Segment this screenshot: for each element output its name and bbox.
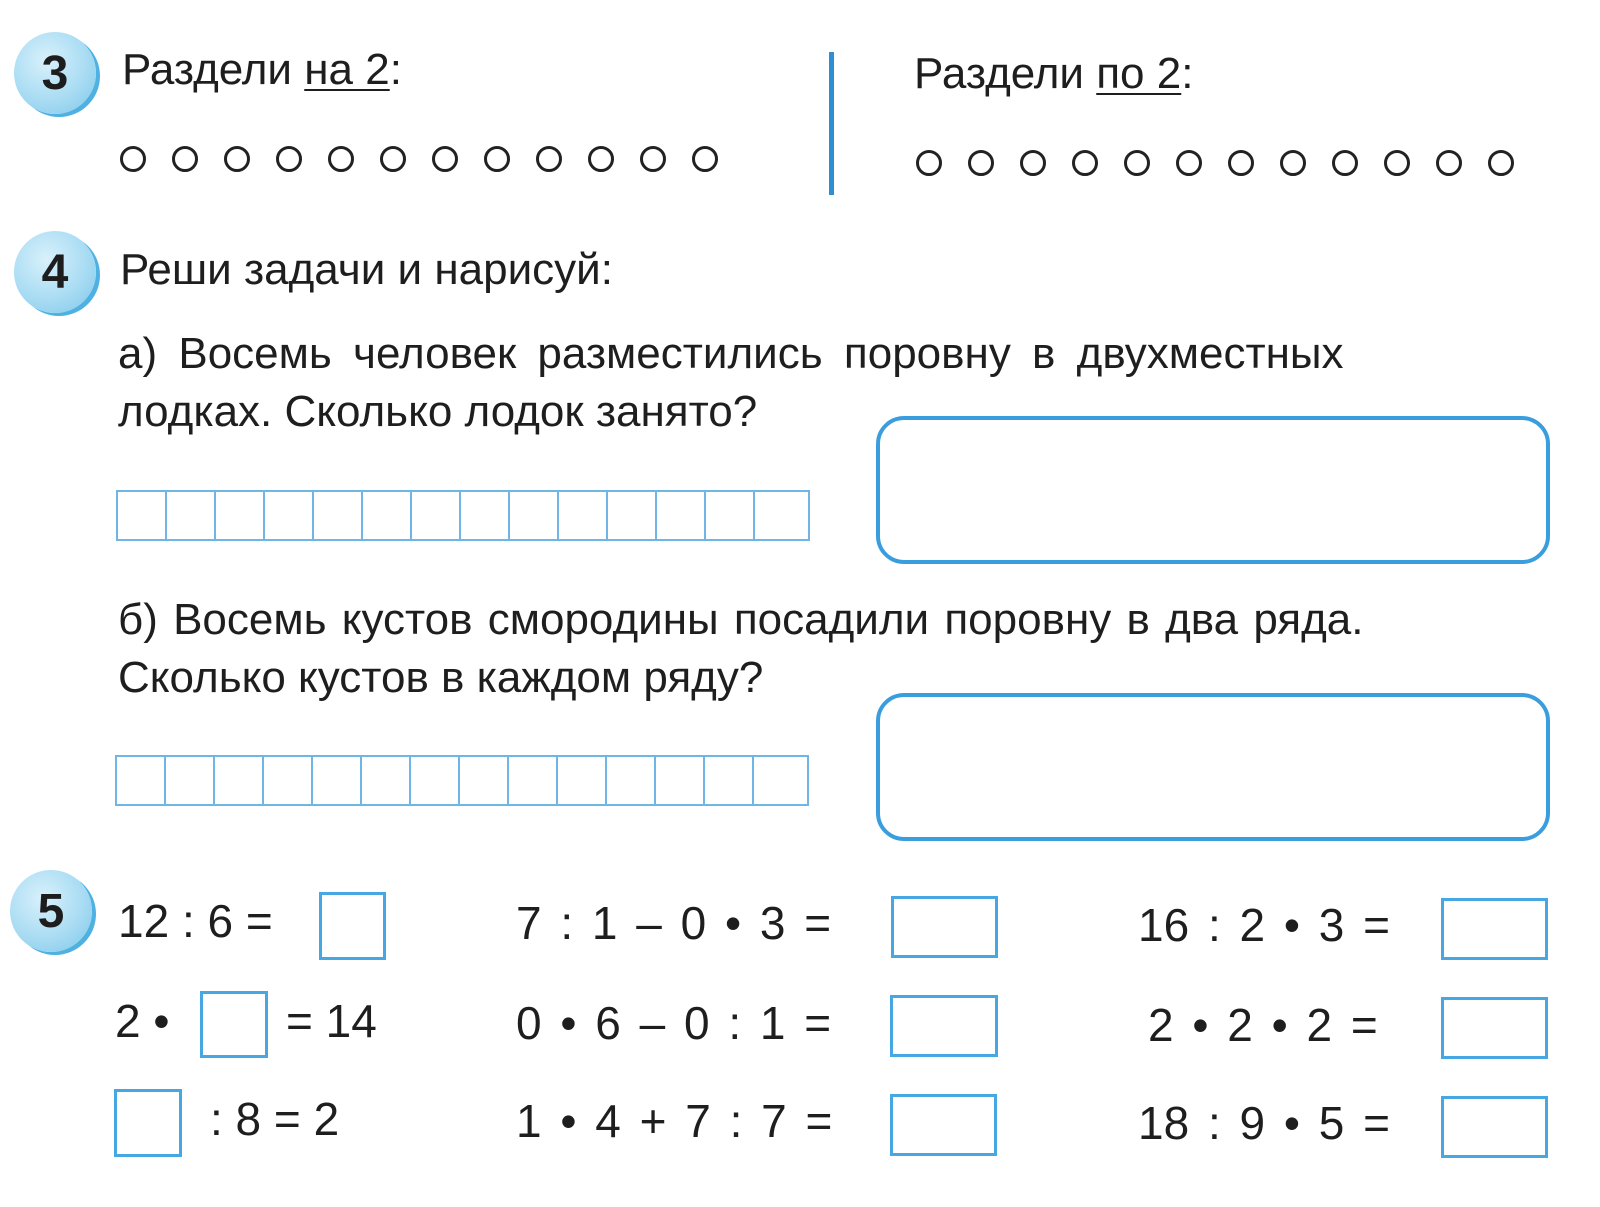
ex5-col2-row3-answer-box[interactable] — [890, 1094, 997, 1156]
division-circle — [968, 150, 994, 176]
ex3-left-instruction: Раздели на 2: — [122, 45, 402, 94]
ex4-task-b-line1: б) Восемь кустов смородины посадили поровну в два ряда. — [118, 595, 1364, 644]
division-circle — [1124, 150, 1150, 176]
ex4-task-a-line2: лодках. Сколько лодок занято? — [118, 387, 758, 436]
answer-cell[interactable] — [656, 757, 705, 804]
ex5-col1-row1-left: 12 : 6 = — [118, 895, 273, 947]
answer-cell[interactable] — [510, 492, 559, 539]
division-circle — [640, 146, 666, 172]
exercise-4-badge — [14, 231, 96, 313]
answer-cell[interactable] — [412, 492, 461, 539]
answer-cell[interactable] — [558, 757, 607, 804]
answer-cell[interactable] — [118, 492, 167, 539]
answer-cell[interactable] — [264, 757, 313, 804]
division-circle — [1436, 150, 1462, 176]
ex5-col1-row2-right: = 14 — [286, 995, 377, 1047]
answer-cell[interactable] — [167, 492, 216, 539]
answer-cell[interactable] — [461, 492, 510, 539]
division-circle — [536, 146, 562, 172]
ex4-task-b-line2: Сколько кустов в каждом ряду? — [118, 653, 764, 702]
ex5-col2-row2-expression: 0 • 6 – 0 : 1 = — [516, 997, 832, 1049]
division-circle — [1176, 150, 1202, 176]
ex4-title: Реши задачи и нарисуй: — [120, 245, 613, 294]
division-circle — [224, 146, 250, 172]
division-circle — [172, 146, 198, 172]
exercise-5-badge — [10, 870, 92, 952]
ex5-col1-row3-answer-box[interactable] — [114, 1089, 182, 1157]
answer-cell[interactable] — [705, 757, 754, 804]
division-circle — [692, 146, 718, 172]
ex4-task-b-drawing-box[interactable] — [876, 693, 1550, 841]
division-circle — [1332, 150, 1358, 176]
ex5-col1-row2-left: 2 • — [115, 995, 170, 1047]
answer-cell[interactable] — [314, 492, 363, 539]
division-circle — [276, 146, 302, 172]
answer-cell[interactable] — [216, 492, 265, 539]
ex5-col3-row2-expression: 2 • 2 • 2 = — [1148, 999, 1378, 1051]
division-circle — [1384, 150, 1410, 176]
ex3-divider — [829, 52, 834, 195]
answer-cell[interactable] — [657, 492, 706, 539]
ex5-col3-row3-expression: 18 : 9 • 5 = — [1138, 1097, 1390, 1149]
ex5-col3-row1-answer-box[interactable] — [1441, 898, 1548, 960]
ex4-task-a-line1: а) Восемь человек разместились поровну в двухместных — [118, 329, 1344, 378]
ex3-left-circles — [120, 146, 744, 172]
answer-cell[interactable] — [215, 757, 264, 804]
answer-cell[interactable] — [509, 757, 558, 804]
exercise-4-number: 4 — [41, 245, 69, 299]
division-circle — [1488, 150, 1514, 176]
division-circle — [484, 146, 510, 172]
answer-cell[interactable] — [363, 492, 412, 539]
ex5-col2-row3-expression: 1 • 4 + 7 : 7 = — [516, 1095, 833, 1147]
answer-cell[interactable] — [754, 757, 803, 804]
ex5-col3-row3-answer-box[interactable] — [1441, 1096, 1548, 1158]
division-circle — [328, 146, 354, 172]
ex5-col2-row1-expression: 7 : 1 – 0 • 3 = — [516, 897, 832, 949]
ex5-col2-row2-answer-box[interactable] — [890, 995, 998, 1057]
ex3-right-instruction: Раздели по 2: — [914, 49, 1194, 98]
exercise-5-number: 5 — [37, 884, 65, 938]
exercise-3-number: 3 — [41, 46, 69, 100]
answer-cell[interactable] — [117, 757, 166, 804]
division-circle — [1228, 150, 1254, 176]
answer-cell[interactable] — [313, 757, 362, 804]
ex5-col1-row2-answer-box[interactable] — [200, 991, 268, 1058]
ex5-col3-row2-answer-box[interactable] — [1441, 997, 1548, 1059]
answer-cell[interactable] — [166, 757, 215, 804]
division-circle — [1072, 150, 1098, 176]
ex4-task-a-answer-cells[interactable] — [116, 490, 810, 541]
ex5-col3-row1-expression: 16 : 2 • 3 = — [1138, 899, 1390, 951]
ex5-col1-row1-answer-box[interactable] — [319, 892, 386, 960]
division-circle — [1280, 150, 1306, 176]
division-circle — [432, 146, 458, 172]
division-circle — [380, 146, 406, 172]
ex5-col1-row3-right: : 8 = 2 — [210, 1093, 340, 1145]
answer-cell[interactable] — [411, 757, 460, 804]
division-circle — [916, 150, 942, 176]
answer-cell[interactable] — [460, 757, 509, 804]
answer-cell[interactable] — [559, 492, 608, 539]
answer-cell[interactable] — [607, 757, 656, 804]
division-circle — [588, 146, 614, 172]
division-circle — [120, 146, 146, 172]
ex4-task-a-drawing-box[interactable] — [876, 416, 1550, 564]
exercise-3-badge — [14, 32, 96, 114]
answer-cell[interactable] — [265, 492, 314, 539]
answer-cell[interactable] — [608, 492, 657, 539]
answer-cell[interactable] — [706, 492, 755, 539]
ex5-col2-row1-answer-box[interactable] — [891, 896, 998, 958]
answer-cell[interactable] — [755, 492, 804, 539]
division-circle — [1020, 150, 1046, 176]
ex3-right-circles — [916, 150, 1540, 176]
answer-cell[interactable] — [362, 757, 411, 804]
ex4-task-b-answer-cells[interactable] — [115, 755, 809, 806]
